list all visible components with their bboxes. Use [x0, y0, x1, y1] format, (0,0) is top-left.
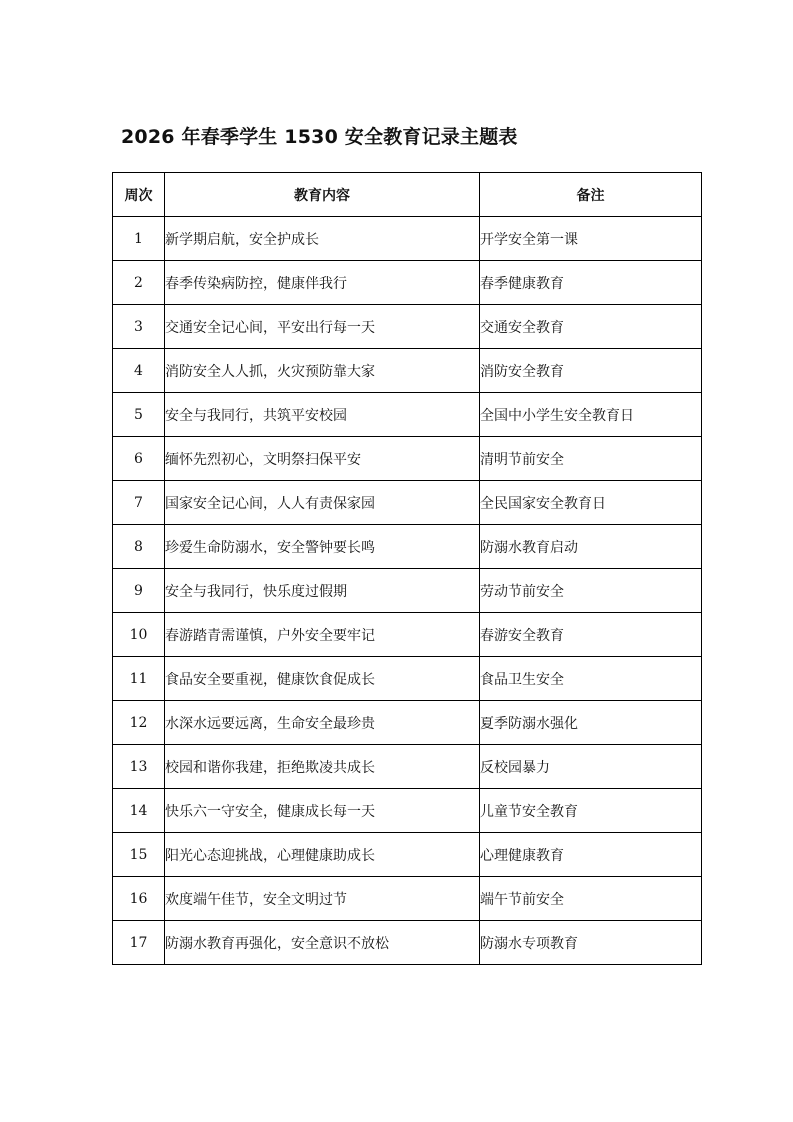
content-cell: 快乐六一守安全，健康成长每一天 [165, 789, 480, 833]
table-row [113, 437, 702, 481]
week-cell: 11 [113, 657, 165, 701]
content-cell: 安全与我同行，共筑平安校园 [165, 393, 480, 437]
week-cell: 10 [113, 613, 165, 657]
table-row [113, 789, 702, 833]
week-cell: 13 [113, 745, 165, 789]
table-row [113, 393, 702, 437]
week-cell: 12 [113, 701, 165, 745]
content-cell: 阳光心态迎挑战，心理健康助成长 [165, 833, 480, 877]
table-row [113, 481, 702, 525]
header-week: 周次 [113, 173, 165, 217]
week-cell: 17 [113, 921, 165, 965]
table-row [113, 569, 702, 613]
table-row [113, 261, 702, 305]
note-cell: 消防安全教育 [480, 349, 702, 393]
header-note: 备注 [480, 173, 702, 217]
table-row [113, 305, 702, 349]
note-cell: 反校园暴力 [480, 745, 702, 789]
content-cell: 校园和谐你我建，拒绝欺凌共成长 [165, 745, 480, 789]
content-cell: 安全与我同行，快乐度过假期 [165, 569, 480, 613]
note-cell: 春季健康教育 [480, 261, 702, 305]
week-cell: 7 [113, 481, 165, 525]
note-cell: 开学安全第一课 [480, 217, 702, 261]
table-row [113, 877, 702, 921]
safety-education-table [112, 172, 702, 965]
week-cell: 2 [113, 261, 165, 305]
week-cell: 8 [113, 525, 165, 569]
week-cell: 14 [113, 789, 165, 833]
content-cell: 水深水远要远离，生命安全最珍贵 [165, 701, 480, 745]
week-cell: 16 [113, 877, 165, 921]
table-row [113, 349, 702, 393]
note-cell: 夏季防溺水强化 [480, 701, 702, 745]
week-cell: 9 [113, 569, 165, 613]
week-cell: 15 [113, 833, 165, 877]
table-row [113, 921, 702, 965]
table-row [113, 657, 702, 701]
table-row [113, 613, 702, 657]
week-cell: 5 [113, 393, 165, 437]
content-cell: 新学期启航，安全护成长 [165, 217, 480, 261]
note-cell: 全民国家安全教育日 [480, 481, 702, 525]
document-title: 2026 年春季学生 1530 安全教育记录主题表 [121, 126, 518, 148]
content-cell: 缅怀先烈初心，文明祭扫保平安 [165, 437, 480, 481]
week-cell: 4 [113, 349, 165, 393]
table-header-row [113, 173, 702, 217]
table-row [113, 525, 702, 569]
table-row [113, 833, 702, 877]
note-cell: 春游安全教育 [480, 613, 702, 657]
content-cell: 春游踏青需谨慎，户外安全要牢记 [165, 613, 480, 657]
note-cell: 儿童节安全教育 [480, 789, 702, 833]
content-cell: 食品安全要重视，健康饮食促成长 [165, 657, 480, 701]
content-cell: 春季传染病防控，健康伴我行 [165, 261, 480, 305]
note-cell: 防溺水教育启动 [480, 525, 702, 569]
content-cell: 珍爱生命防溺水，安全警钟要长鸣 [165, 525, 480, 569]
week-cell: 3 [113, 305, 165, 349]
table-body [113, 217, 702, 965]
note-cell: 全国中小学生安全教育日 [480, 393, 702, 437]
week-cell: 1 [113, 217, 165, 261]
note-cell: 食品卫生安全 [480, 657, 702, 701]
header-content: 教育内容 [165, 173, 480, 217]
note-cell: 交通安全教育 [480, 305, 702, 349]
note-cell: 清明节前安全 [480, 437, 702, 481]
note-cell: 端午节前安全 [480, 877, 702, 921]
week-cell: 6 [113, 437, 165, 481]
content-cell: 欢度端午佳节，安全文明过节 [165, 877, 480, 921]
content-cell: 交通安全记心间，平安出行每一天 [165, 305, 480, 349]
note-cell: 防溺水专项教育 [480, 921, 702, 965]
content-cell: 防溺水教育再强化，安全意识不放松 [165, 921, 480, 965]
table-row [113, 217, 702, 261]
table-row [113, 745, 702, 789]
content-cell: 国家安全记心间，人人有责保家园 [165, 481, 480, 525]
note-cell: 心理健康教育 [480, 833, 702, 877]
content-cell: 消防安全人人抓，火灾预防靠大家 [165, 349, 480, 393]
note-cell: 劳动节前安全 [480, 569, 702, 613]
table-row [113, 701, 702, 745]
